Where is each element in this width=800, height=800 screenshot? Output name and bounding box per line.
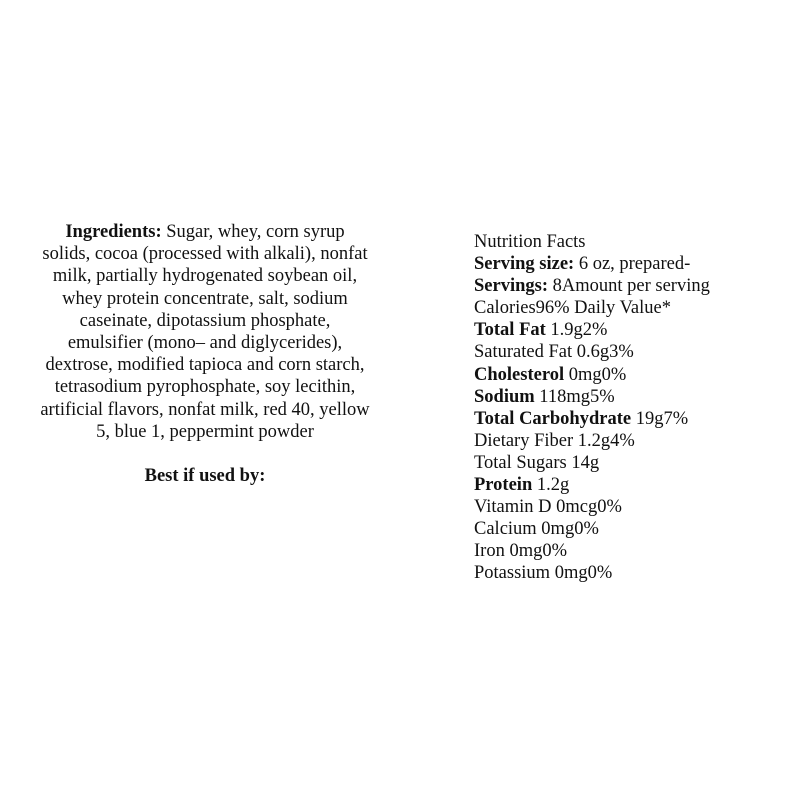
total-sugars-row: Total Sugars 14g [474,452,600,473]
total-fat-value: 1.9g2% [545,320,608,341]
sodium-value: 118mg5% [534,386,615,407]
calcium-row: Calcium 0mg0% [474,519,599,540]
dietary-fiber-row: Dietary Fiber 1.2g4% [474,430,635,451]
serving-size-row [474,253,794,275]
calories-row: Calories96% Daily Value* [474,298,671,319]
total-carbohydrate-row [474,408,794,430]
sodium-row [474,386,794,408]
cholesterol-row [474,364,794,386]
potassium-row: Potassium 0mg0% [474,563,613,584]
total-carbohydrate-label: Total Carbohydrate [474,408,632,429]
cholesterol-label: Cholesterol [474,364,565,385]
ingredients-paragraph [40,221,370,443]
nutrition-title: Nutrition Facts [474,232,586,252]
sodium-label: Sodium [474,386,535,407]
nutrition-facts-panel [474,231,794,585]
best-by-label: Best if used by: [144,466,266,487]
total-fat-row [474,319,794,341]
protein-value: 1.2g [532,475,570,496]
ingredients-label: Ingredients: [65,222,162,242]
saturated-fat-row: Saturated Fat 0.6g3% [474,342,634,363]
serving-size-label: Serving size: [474,254,575,275]
ingredients-panel [40,221,370,487]
serving-size-value: 6 oz, prepared- [574,254,691,275]
iron-row: Iron 0mg0% [474,541,567,562]
servings-label: Servings: [474,276,548,297]
protein-label: Protein [474,475,533,496]
vitamin-d-row: Vitamin D 0mcg0% [474,497,622,518]
total-carbohydrate-value: 19g7% [631,408,689,429]
ingredients-text: Sugar, whey, corn syrup solids, cocoa (processed with alkali), nonfat milk, partially hydrogenated soybean oil, whey protein concentrate, salt, sodium caseinate, dipotassium phosphate, emulsifier (mono– and diglycerides), dextrose, modified tapioca and corn starch, tetrasodium pyrophosphate, soy lecithin, artificial flavors, nonfat milk, red 40, yellow 5, blue 1, peppermint powder [40,222,370,442]
cholesterol-value: 0mg0% [564,364,627,385]
protein-row [474,474,794,496]
servings-row [474,275,794,297]
servings-value: 8Amount per serving [548,276,710,297]
total-fat-label: Total Fat [474,320,546,341]
